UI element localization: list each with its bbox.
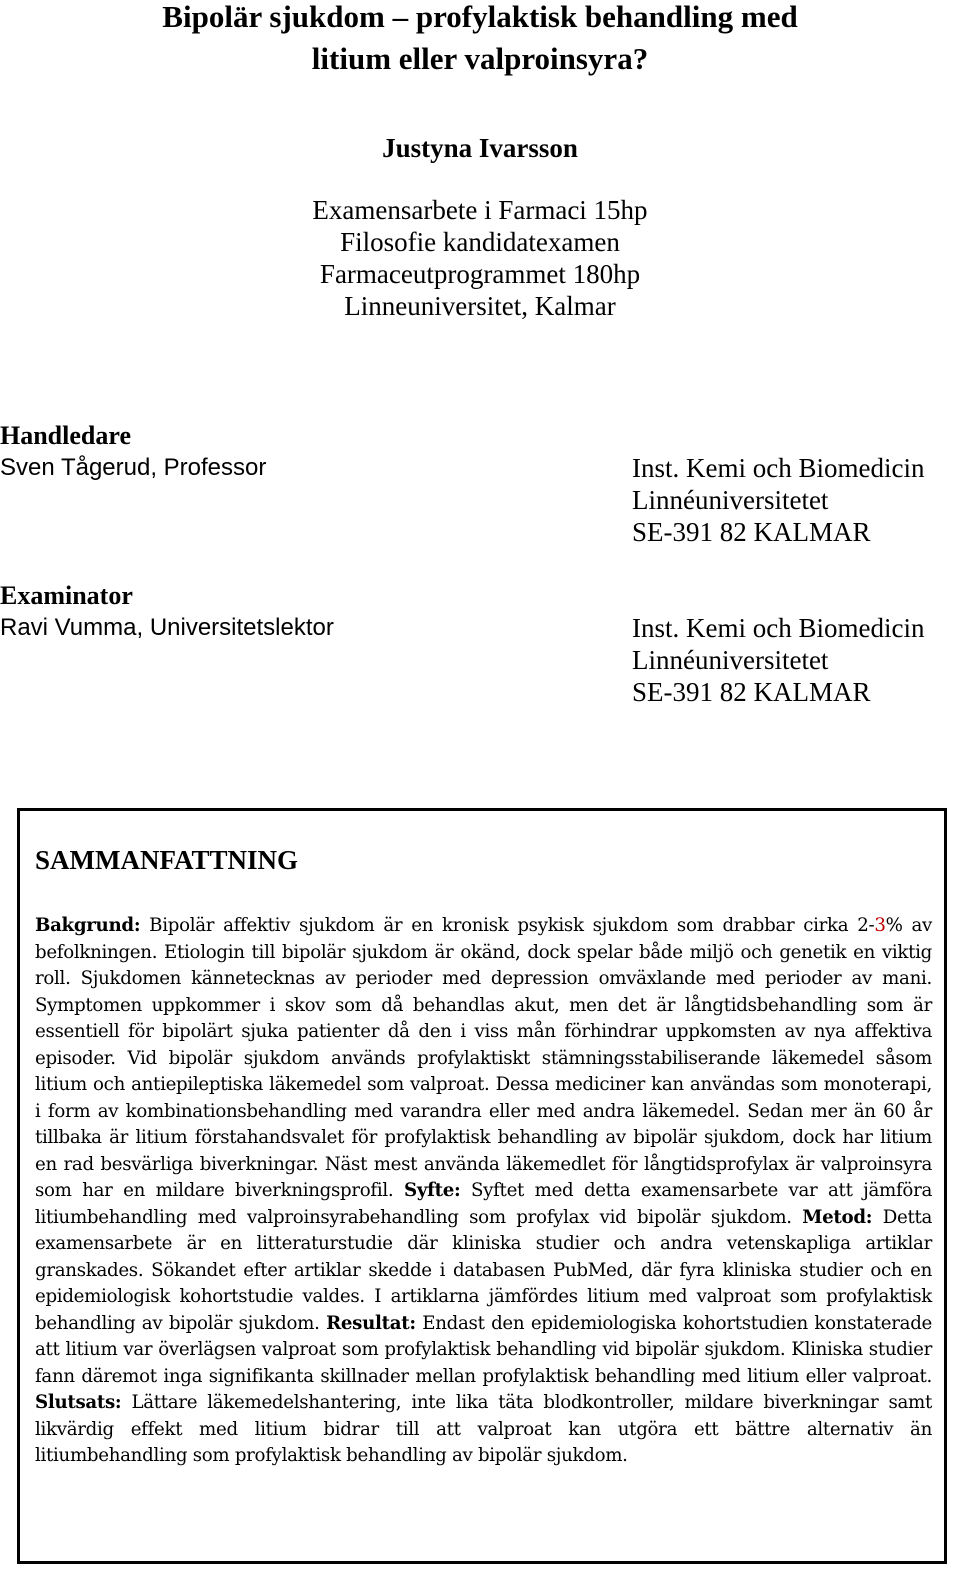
slutsats-text: Lättare läkemedelshantering, inte lika täta blodkontroller, mildare biverkningar samt likvärdig effekt med litium bidrar till att valproat kan utgöra ett bättre alternativ än litiumbehandling som profylaktisk behandling av bipolär sjukdom. [35,1392,932,1466]
examiner-address-line-1: Inst. Kemi och Biomedicin [632,613,925,643]
abstract-heading: SAMMANFATTNING [35,845,298,875]
meta-line-4: Linneuniversitet, Kalmar [344,291,616,321]
meta-line-3: Farmaceutprogrammet 180hp [319,259,641,289]
bakgrund-text-pre: Bipolär affektiv sjukdom är en kronisk psykisk sjukdom som drabbar cirka 2- [140,915,875,936]
title-line-2: litium eller valproinsyra? [311,41,649,76]
meta-line-2: Filosofie kandidatexamen [340,227,620,257]
supervisor-address [632,452,924,548]
supervisor-address-line-3: SE-391 82 KALMAR [632,517,871,547]
examiner-address-line-2: Linnéuniversitetet [632,645,829,675]
syfte-text: Syftet med detta examensarbete var att jämföra litiumbehandling med valproinsyrabehandling som profylax vid bipolär sjukdom. [35,1180,933,1228]
metod-label: Metod: [802,1206,873,1228]
author-name: Justyna Ivarsson [382,133,578,163]
examiner-name: Ravi Vumma, Universitetslektor [0,614,334,641]
examiner-address [632,612,924,708]
title-line-1: Bipolär sjukdom – profylaktisk behandling med [162,0,798,34]
examiner-label: Examinator [0,581,133,610]
bakgrund-text-red: 3 [874,915,886,936]
supervisor-label: Handledare [0,421,131,450]
supervisor-name: Sven Tågerud, Professor [0,454,267,481]
metod-text: Detta examensarbete är en litteraturstudie där kliniska studier och andra vetenskapliga artiklar granskades. Sökandet efter artiklar skedde i databasen PubMed, där fyra kliniska studier och en epidemiologisk kohortstudie valdes. I artiklarna jämfördes litium med valproat som profylaktisk behandling av bipolär sjukdom. [35,1206,933,1334]
abstract-body [35,913,932,1470]
document-title [0,0,960,80]
syfte-label: Syfte: [403,1180,461,1201]
supervisor-address-line-1: Inst. Kemi och Biomedicin [632,453,925,483]
bakgrund-text-post: % av befolkningen. Etiologin till bipolär sjukdom är okänd, dock spelar både miljö och genetik en viktig roll. Sjukdomen kännetecknas av perioder med depression omväxlande med perioder av mani. Symptomen uppkommer i skov som då behandlas akut, men det är långtidsbehandling som är essentiell för bipolärt sjuka patienter då den i viss mån förhindrar uppkomsten av nya affektiva episoder. Vid bipolär sjukdom används profylaktiskt stämningsstabiliserande läkemedel såsom litium och antiepileptiska läkemedel som valproat. Dessa mediciner kan användas som monoterapi, i form av kombinationsbehandling med varandra eller med andra läkemedel. Sedan mer än 60 år tillbaka är litium förstahandsvalet för profylaktisk behandling av bipolär sjukdom, dock har litium en rad besvärliga biverkningar. Näst mest använda läkemedlet för långtidsprofylax är valproinsyra som har en mildare biverkningsprofil. [35,915,933,1201]
examiner-address-line-3: SE-391 82 KALMAR [632,677,871,707]
slutsats-label: Slutsats: [35,1392,122,1413]
thesis-meta [0,194,960,322]
supervisor-address-line-2: Linnéuniversitetet [632,485,829,515]
meta-line-1: Examensarbete i Farmaci 15hp [312,195,648,225]
bakgrund-label: Bakgrund: [35,915,141,936]
resultat-label: Resultat: [326,1312,416,1334]
resultat-text: Endast den epidemiologiska kohortstudien konstaterade att litium var överlägsen valproat som profylaktisk behandling vid bipolär sjukdom. Kliniska studier fann däremot inga signifikanta skillnader mellan profylaktisk behandling med litium eller valproat. [35,1312,933,1387]
